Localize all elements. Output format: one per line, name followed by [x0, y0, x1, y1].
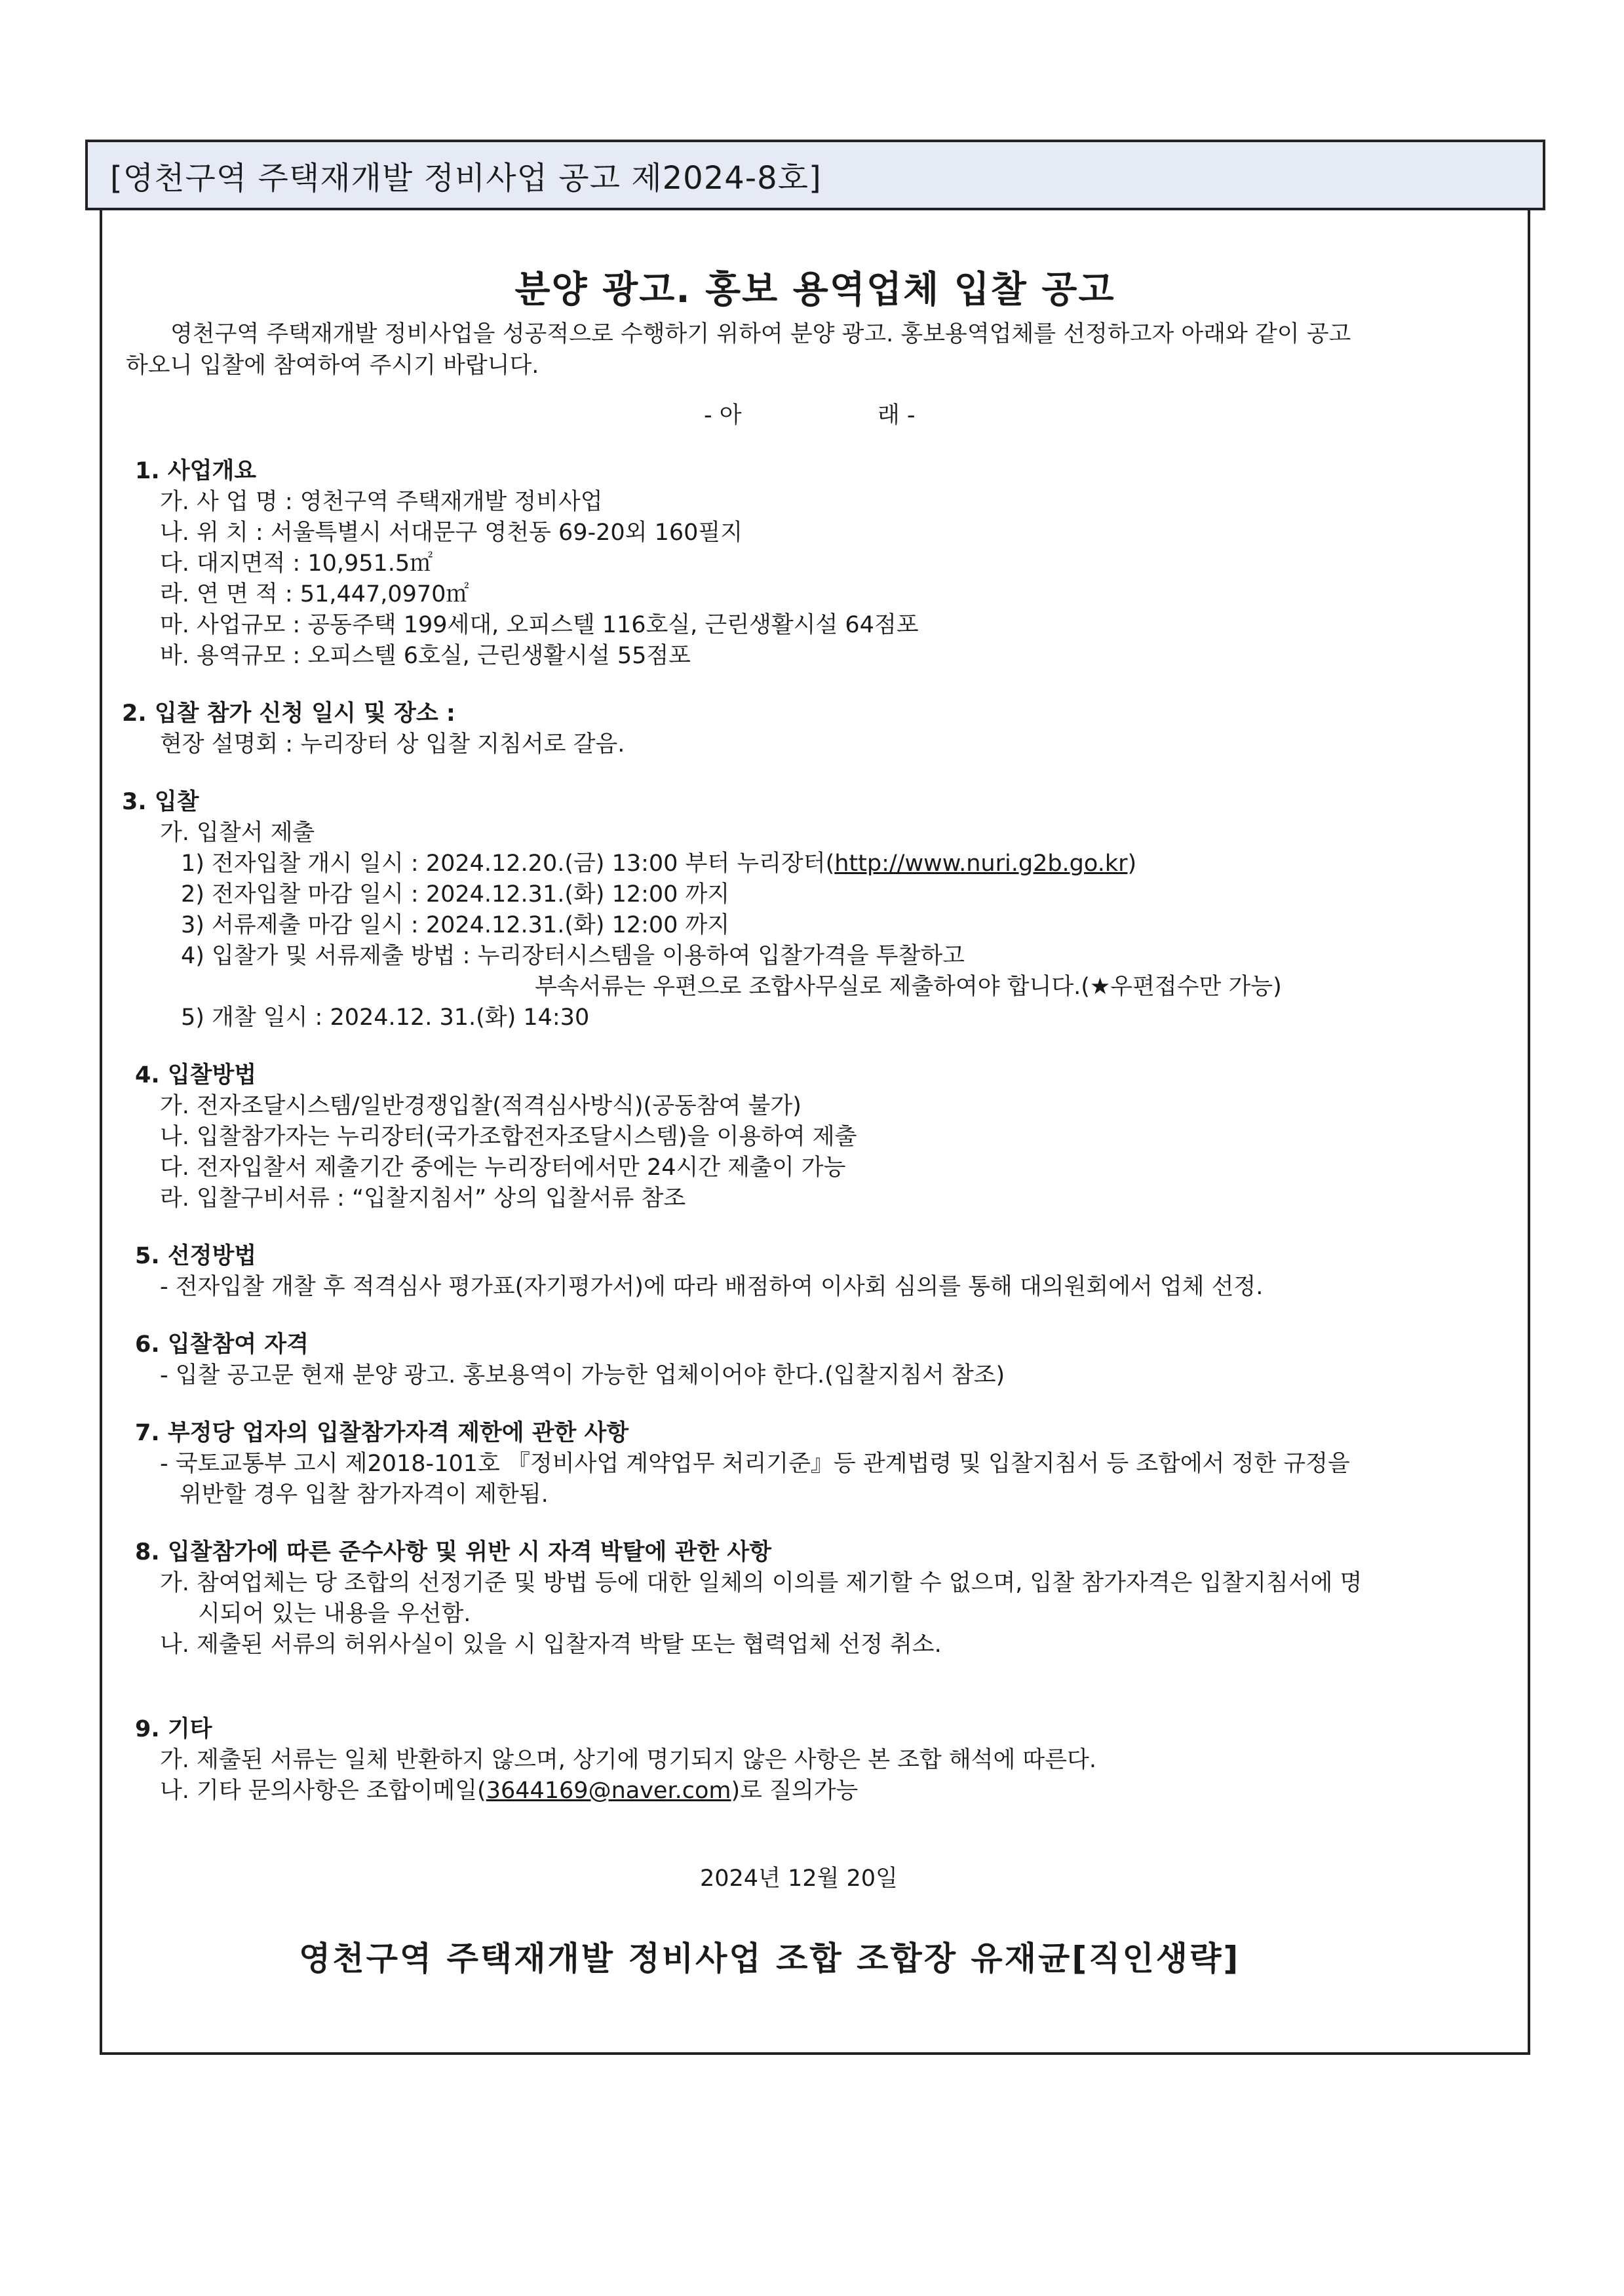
s2-item: 현장 설명회 : 누리장터 상 입찰 지침서로 갈음.: [160, 731, 625, 757]
s3-item-4: 4) 입찰가 및 서류제출 방법 : 누리장터시스템을 이용하여 입찰가격을 투찰하고: [181, 943, 965, 969]
section-4-heading: 4. 입찰방법: [135, 1062, 257, 1088]
s3-item-5: 5) 개찰 일시 : 2024.12. 31.(화) 14:30: [181, 1004, 590, 1031]
notice-title: 분양 광고. 홍보 용역업체 입찰 공고: [514, 269, 1115, 311]
s1-item: 가. 사 업 명 : 영천구역 주택재개발 정비사업: [160, 489, 603, 515]
notice-number: [영천구역 주택재개발 정비사업 공고 제2024-8호]: [110, 159, 822, 197]
section-6-heading: 6. 입찰참여 자격: [135, 1331, 309, 1358]
s1-item: 다. 대지면적 : 10,951.5㎡: [160, 550, 433, 577]
section-3-heading: 3. 입찰: [122, 789, 199, 815]
s4-item: 나. 입찰참가자는 누리장터(국가조합전자조달시스템)을 이용하여 제출: [160, 1124, 857, 1150]
s7-item: - 국토교통부 고시 제2018-101호 『정비사업 계약업무 처리기준』등 관계법령 및 입찰지침서 등 조합에서 정한 규정을: [160, 1451, 1350, 1477]
marker-left: - 아: [704, 402, 742, 429]
marker-right: 래 -: [878, 402, 916, 429]
intro-line-1: 영천구역 주택재개발 정비사업을 성공적으로 수행하기 위하여 분양 광고. 홍보용역업체를 선정하고자 아래와 같이 공고: [170, 321, 1351, 347]
s3-item-1: 1) 전자입찰 개시 일시 : 2024.12.20.(금) 13:00 부터 누리장터(http://www.nuri.g2b.go.kr): [181, 851, 1137, 877]
s4-item: 다. 전자입찰서 제출기간 중에는 누리장터에서만 24시간 제출이 가능: [160, 1155, 846, 1181]
notice-body: [100, 210, 1530, 2055]
s8-item-cont: 시되어 있는 내용을 우선함.: [198, 1601, 471, 1627]
section-9-heading: 9. 기타: [135, 1716, 212, 1742]
s6-item: - 입찰 공고문 현재 분양 광고. 홍보용역이 가능한 업체이어야 한다.(입찰지침서 참조): [160, 1362, 1005, 1388]
section-8-heading: 8. 입찰참가에 따른 준수사항 및 위반 시 자격 박탈에 관한 사항: [135, 1539, 771, 1565]
section-2-heading: 2. 입찰 참가 신청 일시 및 장소 :: [122, 700, 455, 727]
s8-item: 나. 제출된 서류의 허위사실이 있을 시 입찰자격 박탈 또는 협력업체 선정 취소.: [160, 1632, 942, 1658]
s4-item: 라. 입찰구비서류 : “입찰지침서” 상의 입찰서류 참조: [160, 1185, 686, 1212]
s3-item-4-cont: 부속서류는 우편으로 조합사무실로 제출하여야 합니다.(★우편접수만 가능): [535, 974, 1282, 1000]
email-link[interactable]: 3644169@naver.com: [486, 1778, 731, 1804]
notice-number-box: [85, 140, 1545, 210]
s9-item-2: 나. 기타 문의사항은 조합이메일(3644169@naver.com)로 질의가능: [160, 1778, 859, 1804]
section-7-heading: 7. 부정당 업자의 입찰참가자격 제한에 관한 사항: [135, 1420, 629, 1446]
s1-item: 바. 용역규모 : 오피스텔 6호실, 근린생활시설 55점포: [160, 643, 691, 669]
intro-line-2: 하오니 입찰에 참여하여 주시기 바랍니다.: [126, 353, 539, 379]
s9-item-1: 가. 제출된 서류는 일체 반환하지 않으며, 상기에 명기되지 않은 사항은 본 조합 해석에 따른다.: [160, 1747, 1096, 1773]
s1-item: 라. 연 면 적 : 51,447,0970㎡: [160, 581, 469, 607]
s4-item: 가. 전자조달시스템/일반경쟁입찰(적격심사방식)(공동참여 불가): [160, 1093, 802, 1119]
s1-item: 나. 위 치 : 서울특별시 서대문구 영천동 69-20외 160필지: [160, 520, 743, 546]
s3-sub: 가. 입찰서 제출: [160, 820, 315, 846]
nuri-link[interactable]: http://www.nuri.g2b.go.kr: [834, 851, 1128, 877]
notice-date: 2024년 12월 20일: [700, 1866, 898, 1892]
s1-item: 마. 사업규모 : 공동주택 199세대, 오피스텔 116호실, 근린생활시설 64점포: [160, 612, 919, 638]
section-5-heading: 5. 선정방법: [135, 1243, 257, 1269]
issuer-signature: 영천구역 주택재개발 정비사업 조합 조합장 유재균[직인생략]: [299, 1940, 1241, 1978]
s8-item: 가. 참여업체는 당 조합의 선정기준 및 방법 등에 대한 일체의 이의를 제기할 수 없으며, 입찰 참가자격은 입찰지침서에 명: [160, 1570, 1363, 1596]
section-1-heading: 1. 사업개요: [135, 458, 257, 484]
s3-item-2: 2) 전자입찰 마감 일시 : 2024.12.31.(화) 12:00 까지: [181, 881, 730, 908]
s3-item-3: 3) 서류제출 마감 일시 : 2024.12.31.(화) 12:00 까지: [181, 912, 730, 938]
s5-item: - 전자입찰 개찰 후 적격심사 평가표(자기평가서)에 따라 배점하여 이사회 심의를 통해 대의원회에서 업체 선정.: [160, 1274, 1264, 1300]
s7-item-cont: 위반할 경우 입찰 참가자격이 제한됨.: [180, 1482, 549, 1508]
